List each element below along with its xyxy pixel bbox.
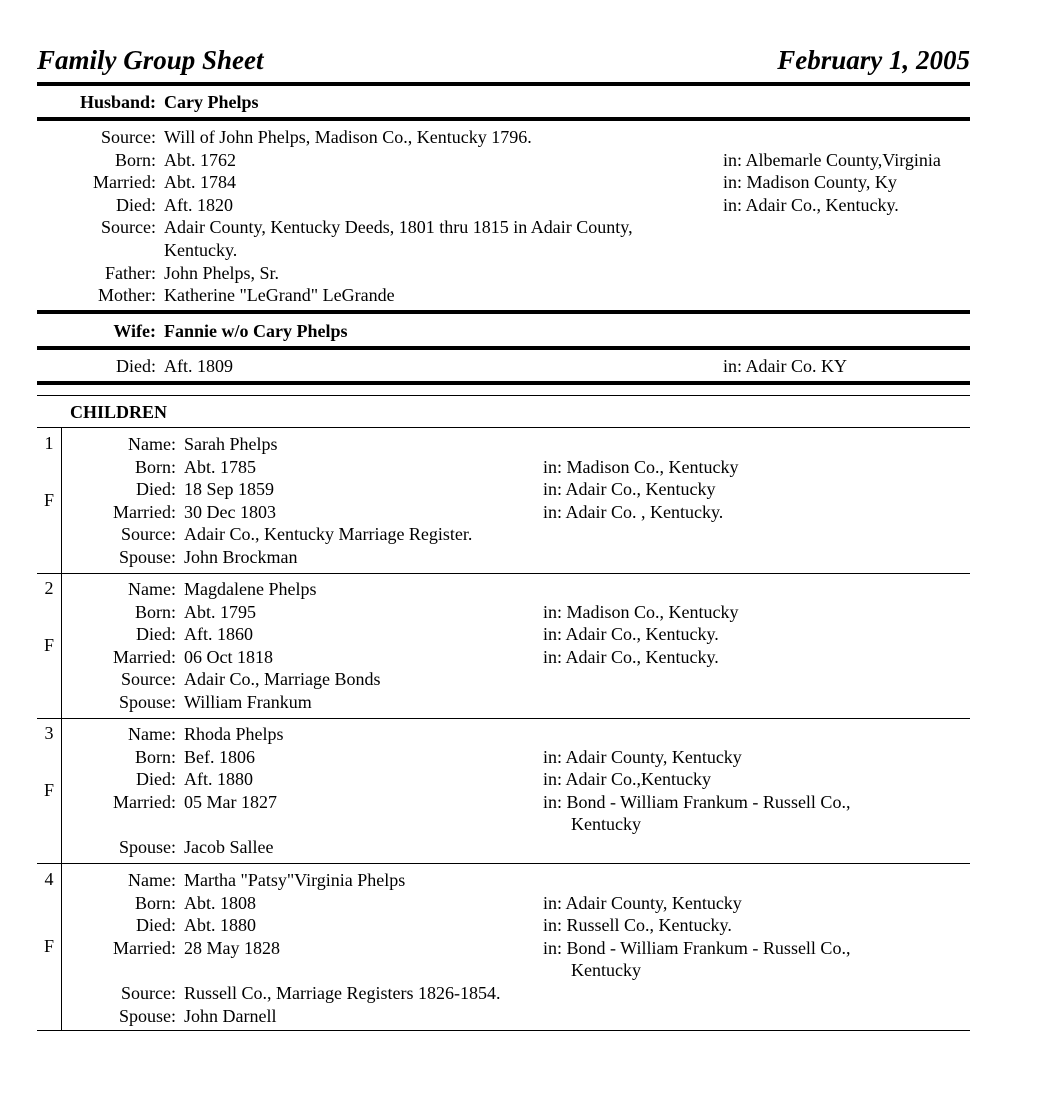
fact-value: John Phelps, Sr. bbox=[164, 262, 280, 283]
fact-label: Married: bbox=[93, 172, 156, 193]
fact-label: Died: bbox=[136, 479, 176, 500]
fact-place: in: Bond - William Frankum - Russell Co., bbox=[543, 791, 851, 812]
fact-value: 28 May 1828 bbox=[184, 937, 280, 958]
fact-value: Rhoda Phelps bbox=[184, 724, 284, 744]
fact-label: Name: bbox=[128, 434, 176, 454]
divider bbox=[37, 427, 970, 428]
fact-value: Jacob Sallee bbox=[184, 837, 274, 857]
child-number: 1 bbox=[44, 433, 54, 453]
child-sex: F bbox=[43, 936, 54, 956]
fact-label: Spouse: bbox=[118, 1005, 176, 1026]
fact-label: Born: bbox=[134, 601, 176, 622]
fact-label: Born: bbox=[134, 892, 176, 913]
divider bbox=[37, 117, 970, 121]
fact-place: in: Russell Co., Kentucky. bbox=[543, 915, 732, 936]
fact-label: Spouse: bbox=[118, 692, 176, 712]
fact-value: Abt. 1795 bbox=[184, 601, 256, 622]
fact-place: in: Adair Co., Kentucky. bbox=[543, 624, 719, 645]
fact-place: in: Adair Co. KY bbox=[723, 356, 847, 376]
fact-label: Died: bbox=[136, 769, 176, 790]
divider bbox=[37, 346, 970, 350]
fact-value: 05 Mar 1827 bbox=[184, 791, 277, 812]
fact-value: 06 Oct 1818 bbox=[184, 646, 273, 667]
fact-place: in: Adair Co.,Kentucky bbox=[543, 769, 711, 790]
fact-place: in: Adair Co. , Kentucky. bbox=[543, 501, 724, 522]
fact-place: in: Adair County, Kentucky bbox=[543, 746, 742, 767]
fact-label: Married: bbox=[113, 501, 176, 522]
fact-place: in: Adair County, Kentucky bbox=[543, 892, 742, 913]
fact-place: in: Adair Co., Kentucky bbox=[543, 479, 716, 500]
fact-label: Name: bbox=[128, 724, 176, 744]
divider bbox=[37, 573, 970, 574]
fact-value: Abt. 1785 bbox=[184, 456, 256, 477]
fact-value: Aft. 1809 bbox=[164, 356, 233, 376]
fact-value: 30 Dec 1803 bbox=[184, 501, 276, 522]
fact-label: Born: bbox=[134, 456, 176, 477]
fact-value: Abt. 1762 bbox=[164, 149, 236, 170]
page-title: Family Group Sheet bbox=[37, 45, 264, 75]
fact-value: Abt. 1784 bbox=[164, 172, 236, 193]
fact-label: Spouse: bbox=[118, 547, 176, 567]
fact-value: John Darnell bbox=[184, 1005, 277, 1026]
fact-label: Name: bbox=[128, 870, 176, 890]
fact-value: Will of John Phelps, Madison Co., Kentucky 1796. bbox=[164, 127, 532, 147]
child-number: 3 bbox=[44, 723, 54, 743]
fact-place-continued: Kentucky bbox=[571, 960, 641, 981]
fact-value: Aft. 1820 bbox=[164, 194, 233, 215]
fact-value: Martha "Patsy"Virginia Phelps bbox=[184, 870, 406, 890]
fact-label: Source: bbox=[121, 669, 176, 690]
fact-label: Died: bbox=[136, 915, 176, 936]
sheet-date: February 1, 2005 bbox=[777, 45, 970, 75]
fact-place: in: Adair Co., Kentucky. bbox=[723, 194, 899, 215]
fact-label: Source: bbox=[121, 983, 176, 1003]
husband-label: Husband: bbox=[79, 92, 156, 112]
fact-place: in: Albemarle County,Virginia bbox=[723, 149, 941, 170]
children-heading: CHILDREN bbox=[70, 402, 168, 422]
fact-label: Source: bbox=[121, 524, 176, 545]
divider bbox=[37, 82, 970, 86]
divider bbox=[37, 718, 970, 719]
fact-label: Died: bbox=[136, 624, 176, 645]
fact-label: Died: bbox=[116, 356, 156, 376]
fact-label: Source: bbox=[101, 217, 156, 238]
fact-value: Abt. 1808 bbox=[184, 892, 256, 913]
fact-value: Magdalene Phelps bbox=[184, 579, 317, 599]
divider bbox=[37, 310, 970, 314]
divider bbox=[37, 395, 970, 396]
divider bbox=[37, 1030, 970, 1031]
fact-place: in: Bond - William Frankum - Russell Co., bbox=[543, 937, 851, 958]
husband-name: Cary Phelps bbox=[164, 92, 259, 112]
fact-value: Russell Co., Marriage Registers 1826-1854. bbox=[184, 983, 501, 1003]
fact-value: William Frankum bbox=[184, 692, 312, 712]
fact-place: in: Adair Co., Kentucky. bbox=[543, 646, 719, 667]
fact-label: Name: bbox=[128, 579, 176, 599]
child-sex: F bbox=[43, 490, 54, 510]
fact-place-continued: Kentucky bbox=[571, 814, 641, 835]
fact-value: Aft. 1880 bbox=[184, 769, 253, 790]
fact-value: Abt. 1880 bbox=[184, 915, 256, 936]
child-number: 2 bbox=[44, 578, 54, 598]
fact-value: Bef. 1806 bbox=[184, 746, 255, 767]
fact-place: in: Madison Co., Kentucky bbox=[543, 601, 739, 622]
fact-label: Married: bbox=[113, 937, 176, 958]
fact-value: Katherine "LeGrand" LeGrande bbox=[164, 285, 395, 306]
fact-value: John Brockman bbox=[184, 547, 298, 567]
fact-label: Spouse: bbox=[118, 837, 176, 857]
fact-value: Sarah Phelps bbox=[184, 434, 278, 454]
wife-label: Wife: bbox=[113, 321, 156, 341]
fact-value: 18 Sep 1859 bbox=[184, 479, 274, 500]
divider bbox=[37, 381, 970, 385]
fact-value: Adair Co., Marriage Bonds bbox=[184, 669, 381, 690]
fact-label: Source: bbox=[101, 127, 156, 147]
fact-label: Father: bbox=[105, 262, 156, 283]
child-number: 4 bbox=[44, 869, 54, 889]
fact-label: Born: bbox=[114, 149, 156, 170]
fact-value: Adair County, Kentucky Deeds, 1801 thru 1815 in Adair County, bbox=[164, 217, 633, 238]
fact-place: in: Madison Co., Kentucky bbox=[543, 456, 739, 477]
fact-place: in: Madison County, Ky bbox=[723, 172, 897, 193]
fact-value: Aft. 1860 bbox=[184, 624, 253, 645]
divider bbox=[37, 863, 970, 864]
fact-label: Married: bbox=[113, 791, 176, 812]
fact-label: Married: bbox=[113, 646, 176, 667]
child-sex: F bbox=[43, 635, 54, 655]
fact-value-continued: Kentucky. bbox=[164, 240, 238, 260]
fact-label: Born: bbox=[134, 746, 176, 767]
wife-name: Fannie w/o Cary Phelps bbox=[164, 321, 348, 341]
child-sex: F bbox=[43, 780, 54, 800]
fact-label: Mother: bbox=[98, 285, 156, 306]
fact-value: Adair Co., Kentucky Marriage Register. bbox=[184, 524, 473, 545]
fact-label: Died: bbox=[116, 194, 156, 215]
